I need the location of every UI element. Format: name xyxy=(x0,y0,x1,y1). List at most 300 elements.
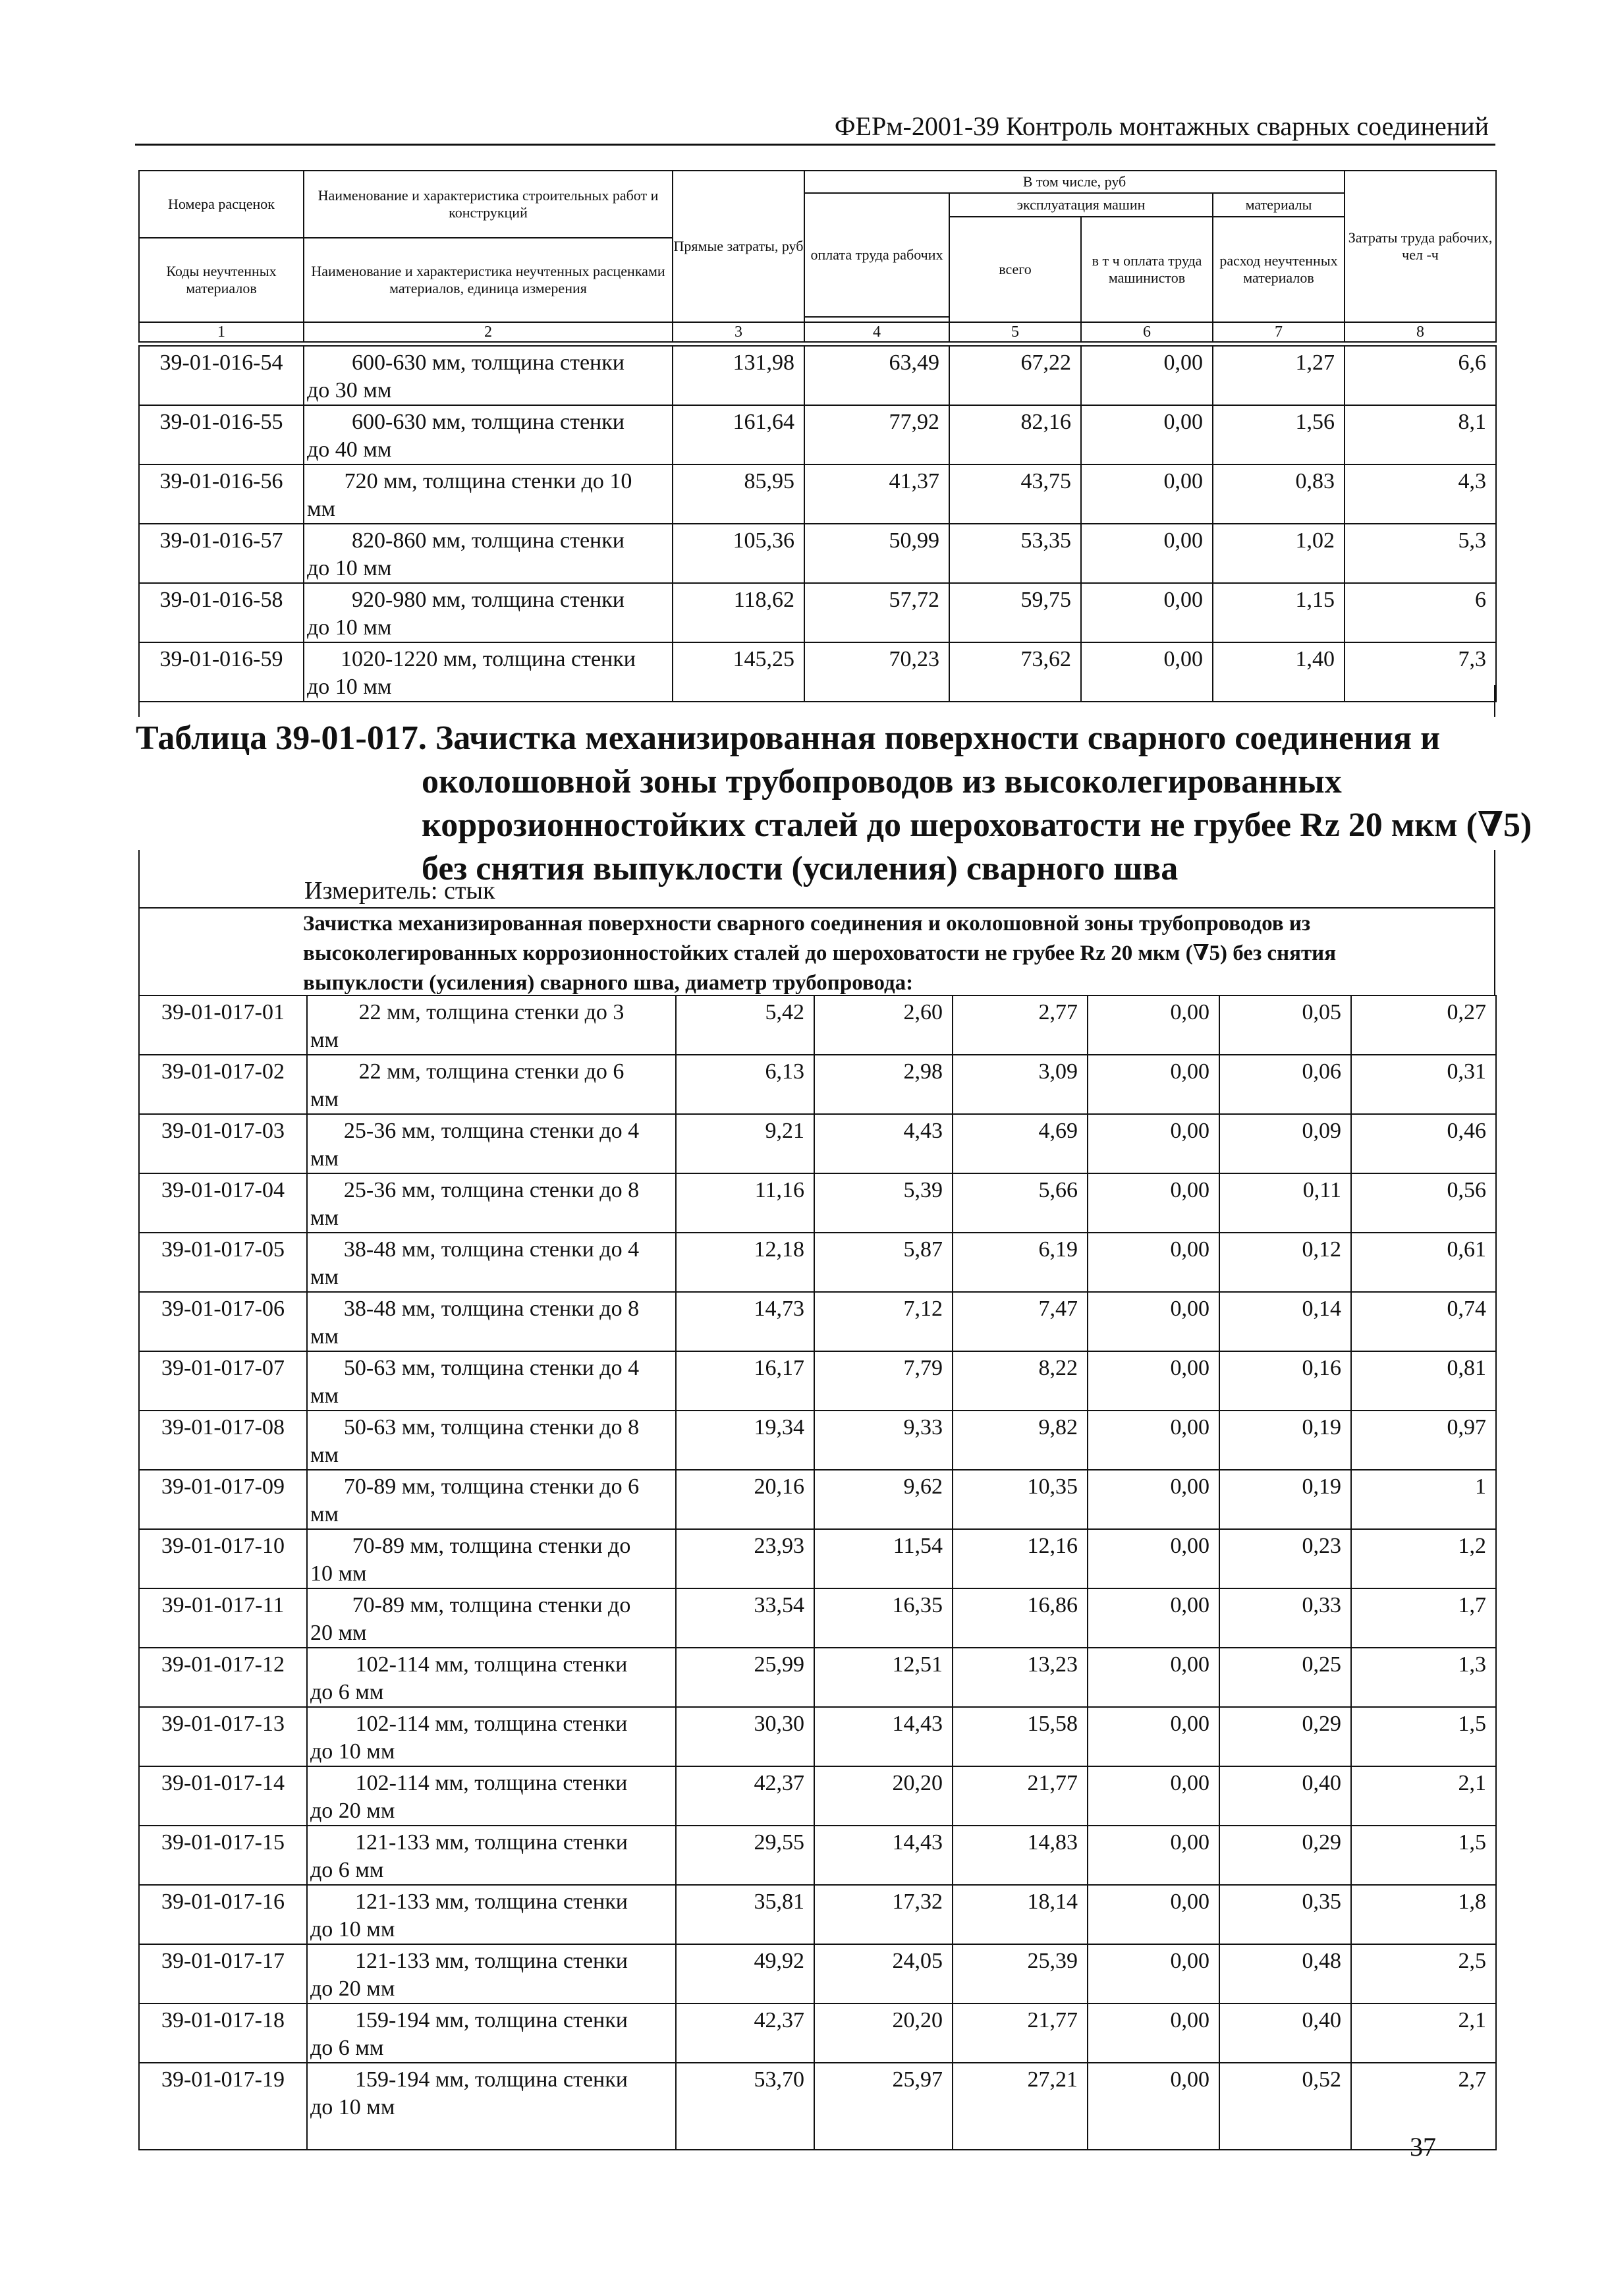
work-description xyxy=(307,2003,676,2063)
work-description xyxy=(307,1885,676,1944)
col-direct-costs: Прямые затраты, руб xyxy=(673,171,804,322)
table-row xyxy=(139,1826,1496,1885)
table-row xyxy=(139,1766,1496,1826)
description-line: до 10 мм xyxy=(307,615,392,640)
description-line: 159-194 мм, толщина стенки xyxy=(355,2008,628,2032)
materials-value: 0,06 xyxy=(1219,1055,1351,1114)
machinists-pay-value: 0,00 xyxy=(1088,1648,1219,1707)
direct-costs-value: 105,36 xyxy=(673,524,804,583)
direct-costs-value: 23,93 xyxy=(676,1529,814,1588)
machinists-pay-value: 0,00 xyxy=(1088,1233,1219,1292)
rate-code: 39-01-017-07 xyxy=(139,1351,307,1411)
labor-hours-value: 2,1 xyxy=(1351,2003,1496,2063)
col-number: 7 xyxy=(1213,322,1345,342)
labor-hours-value: 6 xyxy=(1345,583,1496,642)
description-line: 22 мм, толщина стенки до 6 xyxy=(358,1059,625,1084)
description-line: 20 мм xyxy=(310,1621,367,1645)
work-description xyxy=(307,1529,676,1588)
table-row xyxy=(139,1648,1496,1707)
col-name-top: Наименование и характеристика строительных работ и конструкций xyxy=(304,171,673,238)
description-line: до 20 мм xyxy=(310,1976,395,2001)
direct-costs-value: 42,37 xyxy=(676,2003,814,2063)
description-line: 25-36 мм, толщина стенки до 8 xyxy=(343,1178,640,1202)
rate-code: 39-01-017-11 xyxy=(139,1588,307,1648)
labor-pay-value: 14,43 xyxy=(814,1826,953,1885)
machinists-pay-value: 0,00 xyxy=(1081,464,1213,524)
labor-hours-value: 5,3 xyxy=(1345,524,1496,583)
description-line: 121-133 мм, толщина стенки xyxy=(355,1830,628,1855)
description-line: до 10 мм xyxy=(307,675,392,699)
labor-hours-value: 0,61 xyxy=(1351,1233,1496,1292)
machinists-pay-value: 0,00 xyxy=(1088,1114,1219,1173)
description-line: 70-89 мм, толщина стенки до 6 xyxy=(343,1474,640,1499)
table-row xyxy=(139,1588,1496,1648)
work-description xyxy=(307,1470,676,1529)
machinists-pay-value: 0,00 xyxy=(1088,1944,1219,2003)
description-line: мм xyxy=(310,1324,339,1349)
description-line: 102-114 мм, толщина стенки xyxy=(355,1652,628,1677)
work-description xyxy=(307,1944,676,2003)
description-line: до 10 мм xyxy=(307,556,392,580)
table-row xyxy=(139,1885,1496,1944)
col-code-bottom: Коды неучтенных материалов xyxy=(139,238,304,322)
machinists-pay-value: 0,00 xyxy=(1088,1173,1219,1233)
direct-costs-value: 33,54 xyxy=(676,1588,814,1648)
description-line: до 40 мм xyxy=(307,437,392,462)
labor-pay-value: 57,72 xyxy=(804,583,949,642)
table-row xyxy=(139,1411,1496,1470)
machines-total-value: 3,09 xyxy=(953,1055,1088,1114)
col-number: 6 xyxy=(1081,322,1213,342)
work-description xyxy=(307,1173,676,1233)
machines-total-value: 18,14 xyxy=(953,1885,1088,1944)
machines-total-value: 82,16 xyxy=(949,405,1081,464)
direct-costs-value: 35,81 xyxy=(676,1885,814,1944)
machines-total-value: 73,62 xyxy=(949,642,1081,702)
rate-code: 39-01-017-02 xyxy=(139,1055,307,1114)
col-machines: эксплуатация машин xyxy=(949,193,1213,217)
machines-total-value: 21,77 xyxy=(953,1766,1088,1826)
labor-hours-value: 2,7 xyxy=(1351,2063,1496,2150)
work-description xyxy=(304,583,673,642)
machinists-pay-value: 0,00 xyxy=(1088,1766,1219,1826)
rate-code: 39-01-017-04 xyxy=(139,1173,307,1233)
direct-costs-value: 25,99 xyxy=(676,1648,814,1707)
col-labor-pay: оплата труда рабочих xyxy=(804,193,949,317)
page-number: 37 xyxy=(1410,2132,1436,2162)
rate-code: 39-01-017-05 xyxy=(139,1233,307,1292)
machines-total-value: 8,22 xyxy=(953,1351,1088,1411)
work-description xyxy=(307,2063,676,2150)
materials-value: 0,29 xyxy=(1219,1707,1351,1766)
table-017-rows xyxy=(138,995,1497,2150)
machines-total-value: 7,47 xyxy=(953,1292,1088,1351)
labor-hours-value: 0,27 xyxy=(1351,995,1496,1055)
rate-code: 39-01-017-09 xyxy=(139,1470,307,1529)
col-number: 1 xyxy=(139,322,304,342)
materials-value: 0,23 xyxy=(1219,1529,1351,1588)
table-row xyxy=(139,1470,1496,1529)
labor-hours-value: 1,8 xyxy=(1351,1885,1496,1944)
table-row xyxy=(139,583,1496,642)
machines-total-value: 12,16 xyxy=(953,1529,1088,1588)
col-number: 2 xyxy=(304,322,673,342)
description-line: 121-133 мм, толщина стенки xyxy=(355,1949,628,1973)
labor-hours-value: 0,81 xyxy=(1351,1351,1496,1411)
description-line: мм xyxy=(310,1265,339,1289)
labor-pay-value: 63,49 xyxy=(804,346,949,405)
rate-code: 39-01-017-01 xyxy=(139,995,307,1055)
description-line: 1020-1220 мм, толщина стенки xyxy=(341,647,636,671)
work-description xyxy=(307,1292,676,1351)
labor-hours-value: 0,31 xyxy=(1351,1055,1496,1114)
table-row xyxy=(139,1707,1496,1766)
rate-code: 39-01-017-13 xyxy=(139,1707,307,1766)
materials-value: 0,12 xyxy=(1219,1233,1351,1292)
description-line: 22 мм, толщина стенки до 3 xyxy=(358,1000,625,1024)
labor-pay-value: 11,54 xyxy=(814,1529,953,1588)
col-number: 4 xyxy=(804,322,949,342)
description-line: до 30 мм xyxy=(307,378,392,403)
rate-code: 39-01-017-03 xyxy=(139,1114,307,1173)
materials-value: 1,40 xyxy=(1213,642,1345,702)
description-line: 38-48 мм, толщина стенки до 4 xyxy=(343,1237,640,1262)
table-017-title: Таблица 39-01-017. Зачистка механизированная поверхности сварного соединения и околошовной зоны трубопроводов из высоколегированных коррозионностойких сталей до шероховатости не грубее Rz 20 мкм (∇5) без снятия выпуклости (усиления) сварного шва xyxy=(136,719,1532,887)
labor-pay-value: 2,60 xyxy=(814,995,953,1055)
materials-value: 0,40 xyxy=(1219,1766,1351,1826)
work-description xyxy=(307,1114,676,1173)
rate-code: 39-01-017-15 xyxy=(139,1826,307,1885)
rate-code: 39-01-017-18 xyxy=(139,2003,307,2063)
machinists-pay-value: 0,00 xyxy=(1088,1885,1219,1944)
description-line: 50-63 мм, толщина стенки до 4 xyxy=(343,1356,640,1380)
table-row xyxy=(139,1351,1496,1411)
work-description xyxy=(307,1411,676,1470)
machines-total-value: 13,23 xyxy=(953,1648,1088,1707)
machines-total-value: 67,22 xyxy=(949,346,1081,405)
direct-costs-value: 118,62 xyxy=(673,583,804,642)
labor-pay-value: 41,37 xyxy=(804,464,949,524)
description-line: 600-630 мм, толщина стенки xyxy=(352,410,625,434)
description-line: мм xyxy=(310,1146,339,1171)
description-line: мм xyxy=(310,1502,339,1526)
description-line: до 20 мм xyxy=(310,1799,395,1823)
description-line: 10 мм xyxy=(310,1561,367,1586)
machinists-pay-value: 0,00 xyxy=(1088,1826,1219,1885)
work-description xyxy=(307,1055,676,1114)
description-line: мм xyxy=(307,497,336,521)
col-number: 3 xyxy=(673,322,804,342)
direct-costs-value: 16,17 xyxy=(676,1351,814,1411)
labor-pay-value: 12,51 xyxy=(814,1648,953,1707)
machinists-pay-value: 0,00 xyxy=(1088,1055,1219,1114)
header-rule xyxy=(135,144,1495,146)
labor-pay-value: 77,92 xyxy=(804,405,949,464)
table-row xyxy=(139,995,1496,1055)
rate-code: 39-01-017-19 xyxy=(139,2063,307,2150)
rate-code: 39-01-017-06 xyxy=(139,1292,307,1351)
work-description xyxy=(307,995,676,1055)
direct-costs-value: 14,73 xyxy=(676,1292,814,1351)
machines-total-value: 16,86 xyxy=(953,1588,1088,1648)
table-row xyxy=(139,1292,1496,1351)
col-materials: материалы xyxy=(1213,193,1345,217)
materials-value: 1,02 xyxy=(1213,524,1345,583)
materials-value: 0,29 xyxy=(1219,1826,1351,1885)
direct-costs-value: 53,70 xyxy=(676,2063,814,2150)
machines-total-value: 59,75 xyxy=(949,583,1081,642)
rate-code: 39-01-017-17 xyxy=(139,1944,307,2003)
labor-pay-value: 7,79 xyxy=(814,1351,953,1411)
labor-hours-value: 0,56 xyxy=(1351,1173,1496,1233)
materials-value: 0,19 xyxy=(1219,1470,1351,1529)
labor-pay-value: 25,97 xyxy=(814,2063,953,2150)
direct-costs-value: 11,16 xyxy=(676,1173,814,1233)
description-line: до 10 мм xyxy=(310,1739,395,1764)
direct-costs-value: 131,98 xyxy=(673,346,804,405)
labor-hours-value: 0,46 xyxy=(1351,1114,1496,1173)
materials-value: 0,14 xyxy=(1219,1292,1351,1351)
description-line: мм xyxy=(310,1087,339,1111)
direct-costs-value: 6,13 xyxy=(676,1055,814,1114)
table-row xyxy=(139,405,1496,464)
materials-value: 0,09 xyxy=(1219,1114,1351,1173)
meter-label: Измеритель: стык xyxy=(304,877,495,905)
machines-total-value: 15,58 xyxy=(953,1707,1088,1766)
machinists-pay-value: 0,00 xyxy=(1088,1529,1219,1588)
materials-value: 0,16 xyxy=(1219,1351,1351,1411)
work-description xyxy=(307,1351,676,1411)
rate-code: 39-01-017-16 xyxy=(139,1885,307,1944)
description-line: 25-36 мм, толщина стенки до 4 xyxy=(343,1119,640,1143)
machinists-pay-value: 0,00 xyxy=(1081,524,1213,583)
work-description xyxy=(307,1588,676,1648)
materials-value: 0,35 xyxy=(1219,1885,1351,1944)
labor-pay-value: 2,98 xyxy=(814,1055,953,1114)
direct-costs-value: 85,95 xyxy=(673,464,804,524)
description-line: 50-63 мм, толщина стенки до 8 xyxy=(343,1415,640,1440)
machinists-pay-value: 0,00 xyxy=(1088,1351,1219,1411)
labor-hours-value: 6,6 xyxy=(1345,346,1496,405)
machinists-pay-value: 0,00 xyxy=(1081,642,1213,702)
labor-pay-value: 24,05 xyxy=(814,1944,953,2003)
col-number: 5 xyxy=(949,322,1081,342)
labor-pay-value: 4,43 xyxy=(814,1114,953,1173)
labor-hours-value: 8,1 xyxy=(1345,405,1496,464)
machinists-pay-value: 0,00 xyxy=(1088,1470,1219,1529)
description-line: 720 мм, толщина стенки до 10 xyxy=(344,469,632,493)
machines-total-value: 21,77 xyxy=(953,2003,1088,2063)
direct-costs-value: 12,18 xyxy=(676,1233,814,1292)
rate-code: 39-01-016-57 xyxy=(139,524,304,583)
description-line: 102-114 мм, толщина стенки xyxy=(355,1771,628,1795)
description-line: 600-630 мм, толщина стенки xyxy=(352,350,625,375)
labor-hours-value: 1,5 xyxy=(1351,1826,1496,1885)
labor-pay-value: 16,35 xyxy=(814,1588,953,1648)
direct-costs-value: 20,16 xyxy=(676,1470,814,1529)
labor-hours-value: 2,1 xyxy=(1351,1766,1496,1826)
description-line: 920-980 мм, толщина стенки xyxy=(352,588,625,612)
description-line: мм xyxy=(310,1206,339,1230)
materials-value: 1,15 xyxy=(1213,583,1345,642)
materials-value: 1,27 xyxy=(1213,346,1345,405)
description-line: до 6 мм xyxy=(310,1858,384,1882)
labor-pay-value: 70,23 xyxy=(804,642,949,702)
direct-costs-value: 30,30 xyxy=(676,1707,814,1766)
column-header-table xyxy=(138,170,1497,343)
direct-costs-value: 42,37 xyxy=(676,1766,814,1826)
work-description xyxy=(304,524,673,583)
table-row xyxy=(139,1055,1496,1114)
work-description xyxy=(307,1648,676,1707)
labor-pay-value: 7,12 xyxy=(814,1292,953,1351)
labor-hours-value: 1,5 xyxy=(1351,1707,1496,1766)
materials-value: 0,83 xyxy=(1213,464,1345,524)
direct-costs-value: 19,34 xyxy=(676,1411,814,1470)
rate-code: 39-01-016-54 xyxy=(139,346,304,405)
direct-costs-value: 145,25 xyxy=(673,642,804,702)
col-number: 8 xyxy=(1345,322,1496,342)
table-row xyxy=(139,2063,1496,2150)
machinists-pay-value: 0,00 xyxy=(1081,405,1213,464)
materials-value: 0,48 xyxy=(1219,1944,1351,2003)
work-description xyxy=(304,464,673,524)
materials-value: 0,25 xyxy=(1219,1648,1351,1707)
col-machines-total: всего xyxy=(949,217,1081,322)
rate-code: 39-01-016-59 xyxy=(139,642,304,702)
labor-pay-value: 20,20 xyxy=(814,2003,953,2063)
rate-code: 39-01-017-14 xyxy=(139,1766,307,1826)
rate-code: 39-01-016-55 xyxy=(139,405,304,464)
machines-total-value: 27,21 xyxy=(953,2063,1088,2150)
direct-costs-value: 29,55 xyxy=(676,1826,814,1885)
table-016-body xyxy=(139,346,1496,702)
description-line: 70-89 мм, толщина стенки до xyxy=(352,1593,631,1617)
labor-pay-value: 50,99 xyxy=(804,524,949,583)
work-description xyxy=(307,1707,676,1766)
direct-costs-value: 49,92 xyxy=(676,1944,814,2003)
machines-total-value: 6,19 xyxy=(953,1233,1088,1292)
materials-value: 0,33 xyxy=(1219,1588,1351,1648)
description-line: до 10 мм xyxy=(310,1917,395,1942)
machines-total-value: 4,69 xyxy=(953,1114,1088,1173)
description-line: мм xyxy=(310,1443,339,1467)
col-including: В том числе, руб xyxy=(804,171,1345,193)
description-line: 70-89 мм, толщина стенки до xyxy=(352,1534,631,1558)
description-line: 121-133 мм, толщина стенки xyxy=(355,1890,628,1914)
rate-code: 39-01-017-10 xyxy=(139,1529,307,1588)
table-row xyxy=(139,2003,1496,2063)
table-016-rows xyxy=(138,345,1497,702)
table-row xyxy=(139,524,1496,583)
table-row xyxy=(139,1114,1496,1173)
labor-pay-value: 14,43 xyxy=(814,1707,953,1766)
table-017-body xyxy=(139,995,1496,2150)
machines-total-value: 53,35 xyxy=(949,524,1081,583)
machinists-pay-value: 0,00 xyxy=(1088,995,1219,1055)
labor-hours-value: 0,97 xyxy=(1351,1411,1496,1470)
table-row xyxy=(139,1233,1496,1292)
machinists-pay-value: 0,00 xyxy=(1088,2063,1219,2150)
labor-hours-value: 1 xyxy=(1351,1470,1496,1529)
description-line: 159-194 мм, толщина стенки xyxy=(355,2067,628,2092)
work-description xyxy=(307,1766,676,1826)
description-line: до 6 мм xyxy=(310,1680,384,1704)
machinists-pay-value: 0,00 xyxy=(1088,1411,1219,1470)
labor-pay-value: 20,20 xyxy=(814,1766,953,1826)
machines-total-value: 43,75 xyxy=(949,464,1081,524)
machines-total-value: 9,82 xyxy=(953,1411,1088,1470)
direct-costs-value: 9,21 xyxy=(676,1114,814,1173)
work-description xyxy=(304,405,673,464)
description-line: до 10 мм xyxy=(310,2095,395,2119)
labor-hours-value: 1,7 xyxy=(1351,1588,1496,1648)
machinists-pay-value: 0,00 xyxy=(1088,2003,1219,2063)
materials-value: 0,19 xyxy=(1219,1411,1351,1470)
col-materials-unaccounted: расход неучтенных материалов xyxy=(1213,217,1345,322)
labor-hours-value: 7,3 xyxy=(1345,642,1496,702)
machines-total-value: 2,77 xyxy=(953,995,1088,1055)
table-016-bottom-frame xyxy=(138,685,1495,717)
table-row xyxy=(139,1173,1496,1233)
col-labor-hours: Затраты труда рабочих, чел -ч xyxy=(1345,171,1496,322)
work-description xyxy=(304,346,673,405)
work-description xyxy=(307,1233,676,1292)
labor-hours-value: 0,74 xyxy=(1351,1292,1496,1351)
materials-value: 1,56 xyxy=(1213,405,1345,464)
col-machinists-pay: в т ч оплата труда машинистов xyxy=(1081,217,1213,322)
machines-total-value: 25,39 xyxy=(953,1944,1088,2003)
materials-value: 0,52 xyxy=(1219,2063,1351,2150)
labor-hours-value: 1,3 xyxy=(1351,1648,1496,1707)
table-row xyxy=(139,1529,1496,1588)
rate-code: 39-01-017-12 xyxy=(139,1648,307,1707)
labor-pay-value: 9,62 xyxy=(814,1470,953,1529)
col-code-top: Номера расценок xyxy=(139,171,304,238)
machines-total-value: 10,35 xyxy=(953,1470,1088,1529)
machinists-pay-value: 0,00 xyxy=(1088,1292,1219,1351)
description-line: 820-860 мм, толщина стенки xyxy=(352,528,625,553)
table-row xyxy=(139,346,1496,405)
table-017-intro: Зачистка механизированная поверхности сварного соединения и околошовной зоны трубопроводов из высоколегированных коррозионностойких сталей до шероховатости не грубее Rz 20 мкм (∇5) без снятия выпуклости (усиления) сварного шва, диаметр трубопровода: xyxy=(303,912,1337,995)
direct-costs-value: 5,42 xyxy=(676,995,814,1055)
description-line: 102-114 мм, толщина стенки xyxy=(355,1712,628,1736)
description-line: 38-48 мм, толщина стенки до 8 xyxy=(343,1297,640,1321)
table-row xyxy=(139,1944,1496,2003)
running-header: ФЕРм-2001-39 Контроль монтажных сварных соединений xyxy=(834,111,1489,141)
rate-code: 39-01-016-56 xyxy=(139,464,304,524)
machinists-pay-value: 0,00 xyxy=(1088,1588,1219,1648)
description-line: до 6 мм xyxy=(310,2036,384,2060)
materials-value: 0,40 xyxy=(1219,2003,1351,2063)
rate-code: 39-01-017-08 xyxy=(139,1411,307,1470)
labor-hours-value: 1,2 xyxy=(1351,1529,1496,1588)
materials-value: 0,05 xyxy=(1219,995,1351,1055)
description-line: мм xyxy=(310,1384,339,1408)
labor-pay-value: 5,87 xyxy=(814,1233,953,1292)
machines-total-value: 5,66 xyxy=(953,1173,1088,1233)
labor-pay-value: 5,39 xyxy=(814,1173,953,1233)
description-line: мм xyxy=(310,1028,339,1052)
work-description xyxy=(307,1826,676,1885)
machinists-pay-value: 0,00 xyxy=(1081,346,1213,405)
machinists-pay-value: 0,00 xyxy=(1081,583,1213,642)
materials-value: 0,11 xyxy=(1219,1173,1351,1233)
labor-pay-value: 9,33 xyxy=(814,1411,953,1470)
labor-hours-value: 4,3 xyxy=(1345,464,1496,524)
machinists-pay-value: 0,00 xyxy=(1088,1707,1219,1766)
rate-code: 39-01-016-58 xyxy=(139,583,304,642)
